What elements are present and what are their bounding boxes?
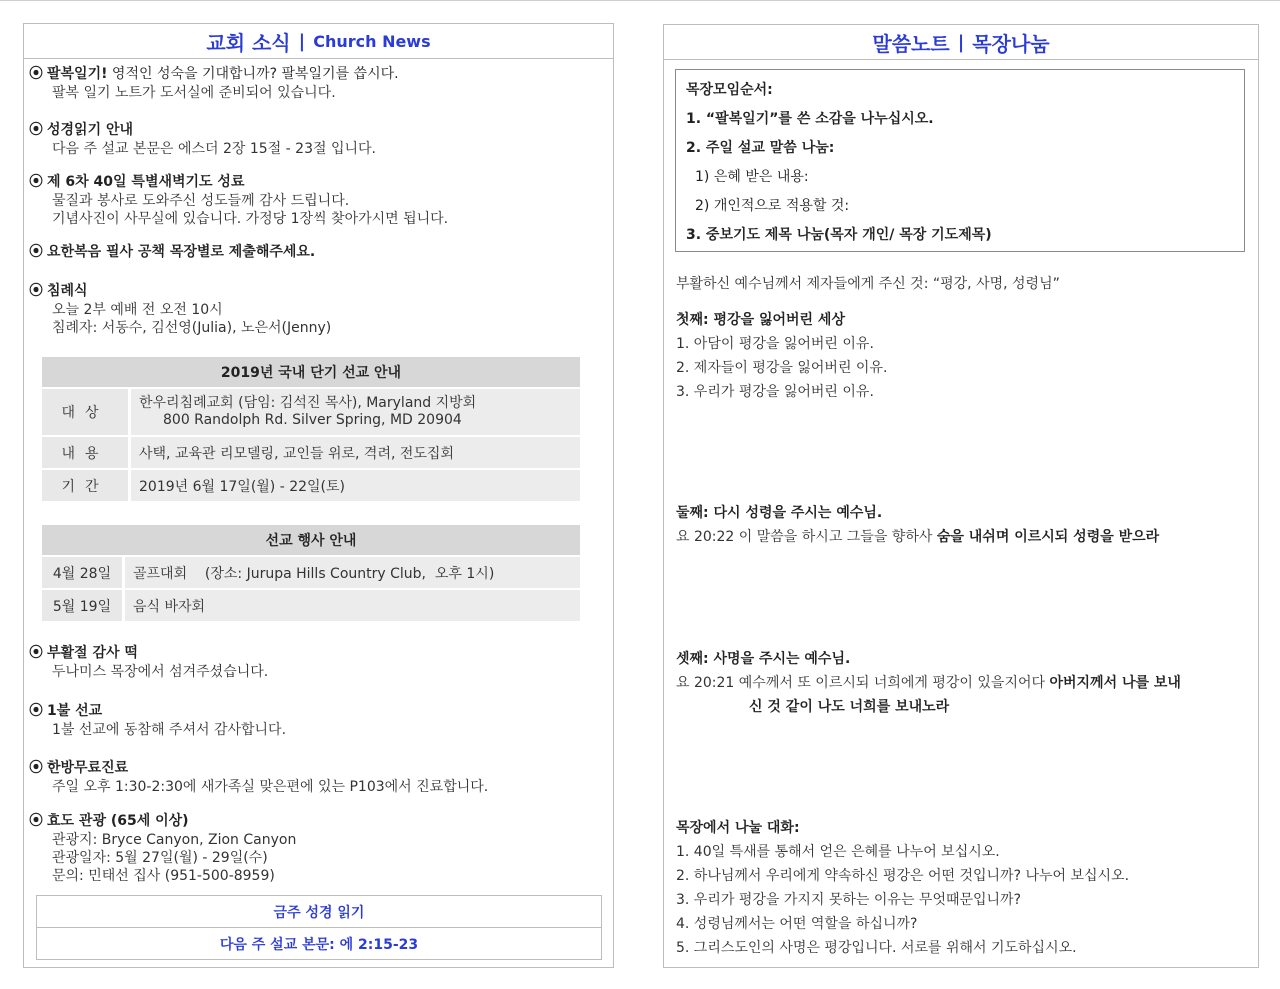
sermon-notes-panel xyxy=(663,24,1259,968)
section-first xyxy=(676,308,1256,404)
news-item-one-dollar-mission xyxy=(29,702,599,739)
order-title: 목장모임순서: xyxy=(686,82,773,98)
section-second xyxy=(676,501,1256,549)
bible-box-title: 금주 성경 읽기 xyxy=(273,904,365,921)
news-item-line: 기념사진이 사무실에 있습니다. 가정당 1장씩 찾아가시면 됩니다. xyxy=(52,211,449,227)
scripture-verse xyxy=(676,525,1256,549)
bullet-icon: ⦿ xyxy=(29,244,43,260)
news-item-title: 제 6차 40일 특별새벽기도 성료 xyxy=(47,174,245,190)
news-item-line: 다음 주 설교 본문은 에스더 2장 15절 - 23절 입니다. xyxy=(52,141,376,157)
mission-label-target: 대상 xyxy=(42,388,130,436)
header-separator: | xyxy=(298,30,306,52)
bullet-icon: ⦿ xyxy=(29,122,43,138)
mission-value-period: 2019년 6월 17일(월) - 22일(토) xyxy=(130,469,581,501)
event-value: 음식 바자회 xyxy=(124,589,581,621)
news-item-title: 성경읽기 안내 xyxy=(47,122,134,138)
list-item: 5. 그리스도인의 사명은 평강입니다. 서로를 위해서 기도하십시오. xyxy=(676,940,1077,956)
mission-label-period: 기간 xyxy=(42,469,130,501)
church-news-header xyxy=(24,24,613,59)
news-item-line: 관광일자: 5월 27일(월) - 29일(수) xyxy=(52,850,268,866)
bullet-icon: ⦿ xyxy=(29,703,43,719)
list-item: 3. 우리가 평강을 잃어버린 이유. xyxy=(676,384,874,400)
table-row xyxy=(42,436,580,469)
order-step-1: 1. “팔복일기”를 쓴 소감을 나누십시오. xyxy=(686,111,934,127)
mission-table xyxy=(42,357,580,501)
list-item: 4. 성령님께서는 어떤 역할을 하십니까? xyxy=(676,916,918,932)
bullet-icon: ⦿ xyxy=(29,813,43,829)
event-date: 4월 28일 xyxy=(42,556,124,589)
news-item-line: 물질과 봉사로 도와주신 성도들께 감사 드립니다. xyxy=(52,193,350,209)
verse-emphasis: 숨을 내쉬며 이르시되 성령을 받으라 xyxy=(936,529,1160,545)
order-step-3: 3. 중보기도 제목 나눔(목자 개인/ 목장 기도제목) xyxy=(686,227,992,243)
verse-emphasis-continued: 신 것 같이 나도 너희를 보내노라 xyxy=(749,699,950,715)
section-title: 첫째: 평강을 잃어버린 세상 xyxy=(676,312,845,328)
header-english: Church News xyxy=(313,31,431,51)
bible-reading-box xyxy=(36,895,602,960)
news-item-title: 팔복일기! xyxy=(47,66,108,82)
news-item-title: 요한복음 필사 공책 목장별로 제출해주세요. xyxy=(47,244,316,260)
event-date: 5월 19일 xyxy=(42,589,124,621)
mission-value-target xyxy=(130,388,581,436)
news-item-baptism xyxy=(29,282,599,337)
news-item-line: 두나미스 목장에서 섬겨주셨습니다. xyxy=(52,664,269,680)
verse-text: 요 20:21 예수께서 또 이르시되 너희에게 평강이 있을지어다 xyxy=(676,675,1050,691)
event-table-title: 선교 행사 안내 xyxy=(42,525,580,556)
news-item-title: 1불 선교 xyxy=(47,703,103,719)
top-rule xyxy=(0,0,1280,1)
section-title: 둘째: 다시 성령을 주시는 예수님. xyxy=(676,505,883,521)
news-item-easter-rice-cake xyxy=(29,644,599,681)
section-title: 목장에서 나눌 대화: xyxy=(676,820,800,836)
news-item-title: 한방무료진료 xyxy=(47,760,129,776)
news-item-palbok xyxy=(29,65,599,102)
news-item-line: 팔복 일기 노트가 도서실에 준비되어 있습니다. xyxy=(52,85,336,101)
section-title: 셋째: 사명을 주시는 예수님. xyxy=(676,651,851,667)
list-item: 3. 우리가 평강을 가지지 못하는 이유는 무엇때문입니까? xyxy=(676,892,1022,908)
header-separator: | xyxy=(957,31,965,53)
news-item-oriental-clinic xyxy=(29,759,599,796)
order-step-2-sub-1: 1) 은혜 받은 내용: xyxy=(695,169,809,185)
news-item-line: 문의: 민태선 집사 (951-500-8959) xyxy=(52,868,275,884)
news-item-line: 오늘 2부 예배 전 오전 10시 xyxy=(52,302,223,318)
news-item-john-copy xyxy=(29,243,599,262)
church-news-panel xyxy=(23,23,614,968)
scripture-verse xyxy=(676,671,1256,695)
bullet-icon: ⦿ xyxy=(29,283,43,299)
mission-value-content: 사택, 교육관 리모델링, 교인들 위로, 격려, 전도집회 xyxy=(130,436,581,469)
event-table xyxy=(42,525,580,621)
section-talk xyxy=(676,816,1256,960)
intro-line: 부활하신 예수님께서 제자들에게 주신 것: “평강, 사명, 성령님” xyxy=(676,276,1060,292)
news-item-title: 침례식 xyxy=(47,283,88,299)
mission-value-address: 800 Randolph Rd. Silver Spring, MD 20904 xyxy=(163,412,462,428)
mission-value-line: 한우리침례교회 (담임: 김석진 목사), Maryland 지방회 xyxy=(139,395,477,411)
verse-emphasis: 아버지께서 나를 보내 xyxy=(1049,675,1181,691)
header-korean: 교회 소식 xyxy=(206,30,291,55)
news-item-title: 부활절 감사 떡 xyxy=(47,645,138,661)
bullet-icon: ⦿ xyxy=(29,760,43,776)
table-row xyxy=(42,556,580,589)
order-step-2: 2. 주일 설교 말씀 나눔: xyxy=(686,140,835,156)
header-sermon-note: 말씀노트 xyxy=(872,31,950,56)
list-item: 2. 하나님께서 우리에게 약속하신 평강은 어떤 것입니까? 나누어 보십시오. xyxy=(676,868,1130,884)
bible-box-passage: 다음 주 설교 본문: 에 2:15-23 xyxy=(37,927,601,959)
sermon-notes-header xyxy=(664,25,1258,60)
news-item-line: 1불 선교에 동참해 주셔서 감사합니다. xyxy=(52,722,287,738)
mission-table-title: 2019년 국내 단기 선교 안내 xyxy=(42,357,580,388)
bullet-icon: ⦿ xyxy=(29,174,43,190)
header-cell-sharing: 목장나눔 xyxy=(972,31,1050,56)
news-item-senior-trip xyxy=(29,812,599,885)
meeting-order-box xyxy=(675,69,1245,252)
list-item: 2. 제자들이 평강을 잃어버린 이유. xyxy=(676,360,888,376)
news-item-line: 주일 오후 1:30-2:30에 새가족실 맞은편에 있는 P103에서 진료합니다. xyxy=(52,779,489,795)
bullet-icon: ⦿ xyxy=(29,66,43,82)
news-item-title-rest: 영적인 성숙을 기대합니까? 팔복일기를 씁시다. xyxy=(107,66,399,82)
list-item: 1. 아담이 평강을 잃어버린 이유. xyxy=(676,336,874,352)
order-step-2-sub-2: 2) 개인적으로 적용할 것: xyxy=(695,198,850,214)
mission-label-content: 내용 xyxy=(42,436,130,469)
table-row xyxy=(42,469,580,501)
news-item-line: 관광지: Bryce Canyon, Zion Canyon xyxy=(52,832,297,848)
verse-text: 요 20:22 이 말씀을 하시고 그들을 향하사 xyxy=(676,529,937,545)
news-item-bible-reading xyxy=(29,121,599,158)
table-row xyxy=(42,388,580,436)
list-item: 1. 40일 특새를 통해서 얻은 은혜를 나누어 보십시오. xyxy=(676,844,1000,860)
news-item-dawn-prayer xyxy=(29,173,599,228)
table-row xyxy=(42,589,580,621)
section-third xyxy=(676,647,1256,719)
news-item-line: 침례자: 서동수, 김선영(Julia), 노은서(Jenny) xyxy=(52,320,332,336)
event-value: 골프대회 (장소: Jurupa Hills Country Club, 오후 1시) xyxy=(124,556,581,589)
bullet-icon: ⦿ xyxy=(29,645,43,661)
news-item-title: 효도 관광 (65세 이상) xyxy=(47,813,189,829)
